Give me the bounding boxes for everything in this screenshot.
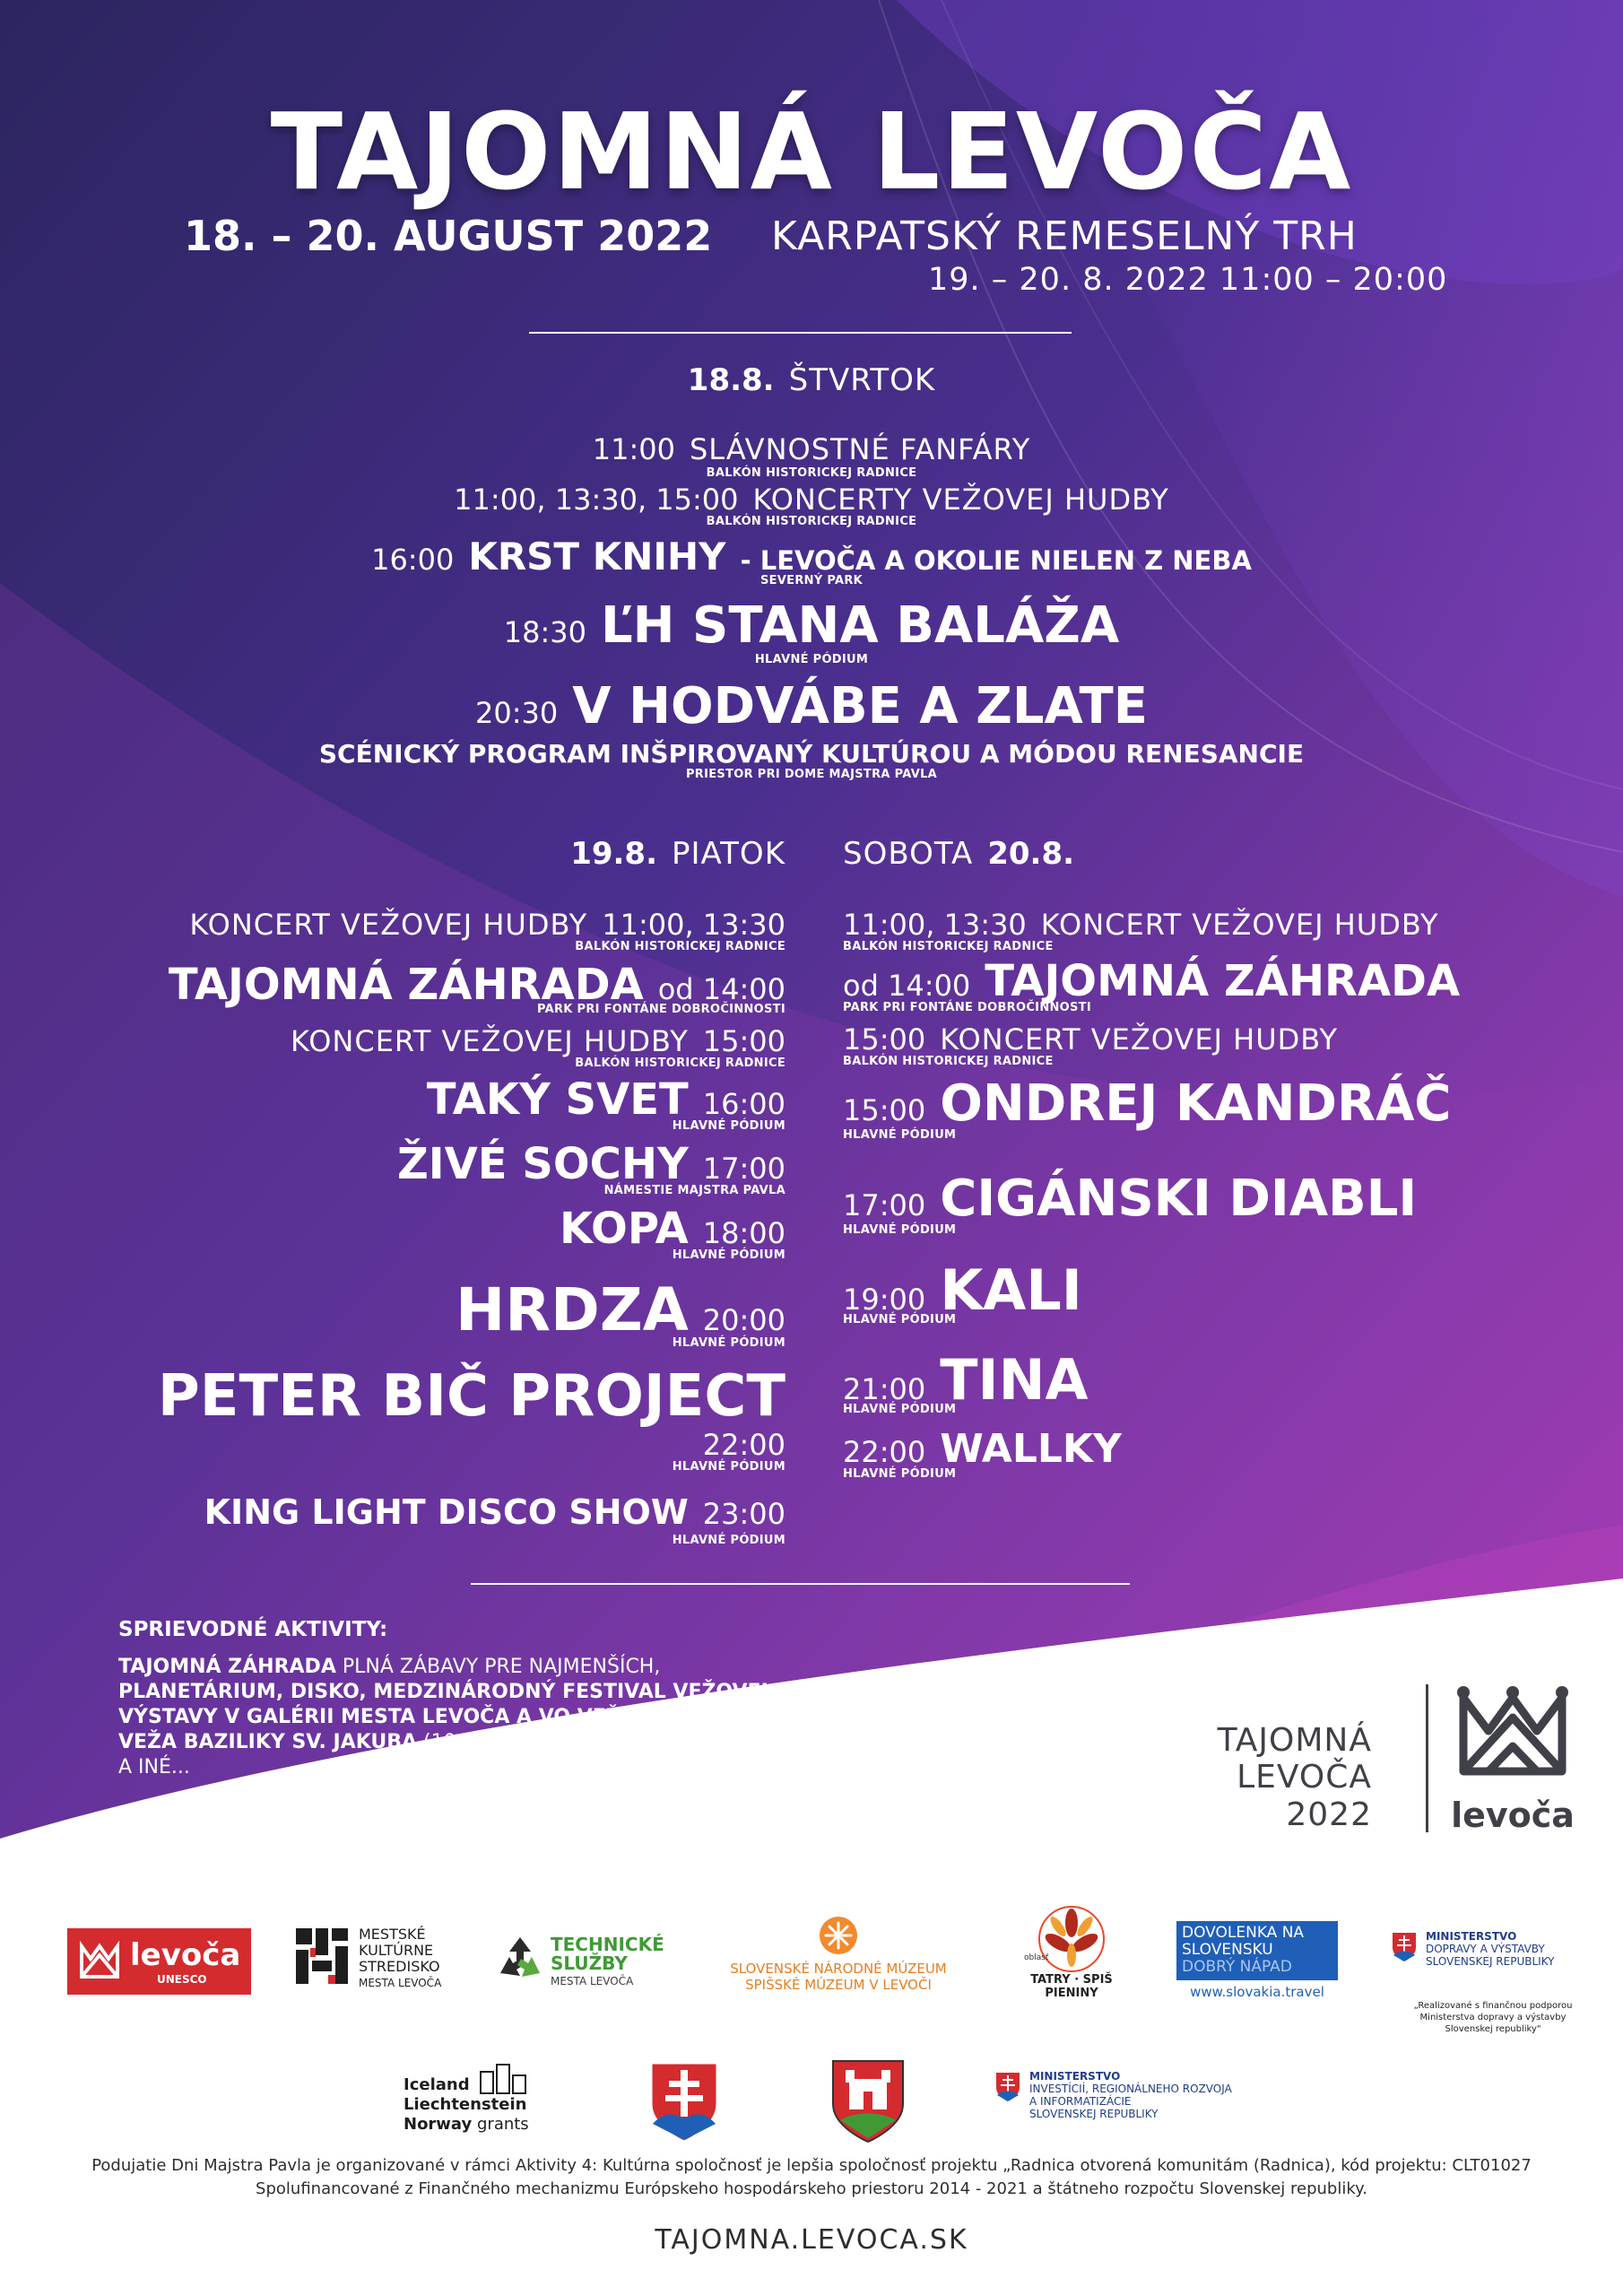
- market-dates: 19. – 20. 8. 2022 11:00 – 20:00: [928, 262, 1448, 298]
- event-name: KONCERTY VEŽOVEJ HUDBY: [752, 483, 1169, 517]
- thursday-name: ŠTVRTOK: [788, 362, 936, 398]
- event-name: KONCERT VEŽOVEJ HUDBY: [1040, 908, 1439, 942]
- min-note-1: „Realizované s finančnou podporou: [1413, 2001, 1573, 2011]
- event-name: KONCERT VEŽOVEJ HUDBY: [940, 1022, 1339, 1057]
- event-time: 15:00: [843, 1022, 926, 1057]
- dov-line-1: DOVOLENKA NA: [1182, 1924, 1305, 1942]
- snm-logo: [713, 1916, 964, 1996]
- event-name: KALI: [940, 1257, 1082, 1323]
- ts-line-1: TECHNICKÉ: [551, 1934, 664, 1955]
- unesco-label: UNESCO: [157, 1973, 207, 1986]
- poster-title: TAJOMNÁ LEVOČA: [270, 90, 1353, 213]
- msk-line-3: STREDISKO: [359, 1958, 440, 1975]
- event-place: HLAVNÉ PÓDIUM: [843, 1313, 957, 1326]
- event-name: PETER BIČ PROJECT: [157, 1363, 785, 1430]
- event-place: BALKÓN HISTORICKEJ RADNICE: [706, 515, 917, 528]
- event-place: SEVERNÝ PARK: [759, 574, 864, 587]
- tatry-line-1: TATRY · SPIŠ: [1030, 1973, 1113, 1987]
- list-item: [0, 677, 1623, 735]
- event-place: HLAVNÉ PÓDIUM: [672, 1336, 785, 1350]
- event-time: od 14:00: [657, 972, 785, 1006]
- mir-line-2: INVESTÍCIÍ, REGIONÁLNEHO ROZVOJA: [1029, 2083, 1232, 2095]
- event-place: BALKÓN HISTORICKEJ RADNICE: [575, 940, 785, 953]
- event-time: 17:00: [843, 1188, 926, 1222]
- event-time: 11:00: [592, 432, 675, 466]
- event-time: 20:00: [702, 1303, 785, 1337]
- mir-line-1: MINISTERSTVO: [1029, 2070, 1121, 2083]
- list-item: [90, 1074, 785, 1125]
- event-suffix: - LEVOČA A OKOLIE NIELEN Z NEBA: [740, 545, 1252, 576]
- friday-heading: [90, 836, 785, 872]
- divider-top: [529, 332, 1072, 334]
- list-item: [843, 1170, 1560, 1228]
- event-time: 16:00: [702, 1087, 785, 1121]
- event-name: CIGÁNSKI DIABLI: [940, 1170, 1418, 1228]
- msk-mark-icon: [294, 1925, 350, 1987]
- tatry-spis-logo: [1022, 1905, 1121, 2013]
- ts-line-2: SLUŽBY: [551, 1952, 628, 1974]
- crown-icon: [76, 1939, 123, 1984]
- extras-line-5: A INÉ...: [118, 1756, 190, 1779]
- snm-line-1: SLOVENSKÉ NÁRODNÉ MÚZEUM: [730, 1961, 947, 1977]
- levoca-word: levoča: [130, 1937, 241, 1973]
- event-place: HLAVNÉ PÓDIUM: [672, 1119, 785, 1133]
- eea-mark-icon: [477, 2059, 531, 2095]
- event-place: BALKÓN HISTORICKEJ RADNICE: [706, 466, 917, 480]
- event-time: 18:30: [503, 615, 586, 649]
- eea-line-1: Iceland: [404, 2075, 470, 2094]
- divider-bottom: [471, 1583, 1130, 1585]
- msk-line-2: KULTÚRNE: [359, 1942, 434, 1959]
- event-time: 11:00, 13:30: [843, 908, 1027, 942]
- extras-line-2: PLANETÁRIUM, DISKO, MEDZINÁRODNÝ FESTIVAL VEŽOVEJ HUDBY,: [118, 1681, 857, 1703]
- eea-line-3-rest: grants: [472, 2115, 529, 2134]
- list-item: [843, 956, 1560, 1006]
- eea-grants-logo: [404, 2059, 547, 2136]
- event-place: BALKÓN HISTORICKEJ RADNICE: [843, 1055, 1054, 1068]
- tatry-line-2: PIENINY: [1045, 1987, 1098, 2000]
- list-item: [90, 1275, 785, 1344]
- list-item: [843, 1426, 1560, 1472]
- list-item: [90, 1024, 785, 1058]
- event-place: BALKÓN HISTORICKEJ RADNICE: [575, 1057, 785, 1070]
- event-place: HLAVNÉ PÓDIUM: [843, 1128, 957, 1142]
- event-time: 18:00: [702, 1216, 785, 1250]
- event-time: 21:00: [843, 1372, 926, 1406]
- event-place: BALKÓN HISTORICKEJ RADNICE: [843, 940, 1054, 953]
- event-name: KING LIGHT DISCO SHOW: [204, 1492, 689, 1532]
- extras-line-4-bold: VEŽA BAZILIKY SV. JAKUBA: [118, 1731, 418, 1753]
- event-time: 15:00: [843, 1093, 926, 1127]
- list-item: [0, 596, 1623, 655]
- festival-dates: 18. – 20. AUGUST 2022: [184, 212, 713, 260]
- event-time: 15:00: [702, 1024, 785, 1058]
- min-line-2: DOPRAVY A VÝSTAVBY: [1426, 1943, 1545, 1955]
- list-item: [843, 1074, 1560, 1133]
- event-name: KRST KNIHY: [468, 535, 726, 578]
- slovakia-travel-url: www.slovakia.travel: [1190, 1984, 1324, 2000]
- min-note-2: Ministerstva dopravy a výstavby: [1419, 2013, 1567, 2022]
- min-note-3: Slovenskej republiky": [1445, 2024, 1541, 2034]
- list-item: [0, 535, 1623, 578]
- min-line-3: SLOVENSKEJ REPUBLIKY: [1426, 1955, 1555, 1968]
- extras-line-1: [118, 1656, 660, 1678]
- list-item: [843, 908, 1560, 942]
- brand-text: [1202, 1722, 1372, 1833]
- event-name: TAJOMNÁ ZÁHRADA: [985, 956, 1461, 1006]
- brand-divider: [1426, 1684, 1428, 1832]
- levoca-city-emblem-icon: [829, 2057, 907, 2145]
- slovakia-travel-box: [1176, 1921, 1338, 1980]
- mir-line-4: SLOVENSKEJ REPUBLIKY: [1029, 2108, 1159, 2120]
- list-item: [0, 432, 1623, 466]
- tatry-okolie: oblasť: [1024, 1953, 1049, 1962]
- event-name: TAJOMNÁ ZÁHRADA: [168, 960, 644, 1010]
- extras-line-1-bold: TAJOMNÁ ZÁHRADA: [118, 1656, 336, 1678]
- event-place: HLAVNÉ PÓDIUM: [843, 1403, 957, 1416]
- eea-line-2: Liechtenstein: [404, 2095, 527, 2114]
- msk-line-1: MESTSKÉ: [359, 1926, 426, 1943]
- event-time: 19:00: [843, 1283, 926, 1317]
- event-time: 16:00: [371, 543, 455, 577]
- event-place: PRIESTOR PRI DOME MAJSTRA PAVLA: [685, 768, 938, 781]
- saturday-name: SOBOTA: [843, 836, 974, 872]
- brand-word: levoča: [1451, 1796, 1575, 1835]
- thursday-date: 18.8.: [687, 362, 775, 398]
- saturday-heading: [843, 836, 1560, 872]
- event-place: PARK PRI FONTÁNE DOBROČINNOSTI: [843, 1001, 1091, 1014]
- event-name: ĽH STANA BALÁŽA: [600, 596, 1120, 655]
- list-item: [90, 1139, 785, 1189]
- friday-name: PIATOK: [672, 836, 785, 872]
- event-name: SLÁVNOSTNÉ FANFÁRY: [689, 432, 1031, 466]
- brand-line-1: TAJOMNÁ: [1217, 1722, 1372, 1759]
- event-place: HLAVNÉ PÓDIUM: [672, 1248, 785, 1262]
- list-item: [90, 1492, 785, 1532]
- ministry-investment-logo: [994, 2070, 1254, 2142]
- saturday-date: 20.8.: [987, 836, 1075, 872]
- event-subtitle: SCÉNICKÝ PROGRAM INŠPIROVANÝ KULTÚROU A MÓDOU RENESANCIE: [318, 739, 1305, 769]
- msk-logo: [294, 1925, 456, 1996]
- eea-line-3-bold: Norway: [404, 2115, 473, 2134]
- thursday-heading: [0, 362, 1623, 398]
- snm-line-2: SPIŠSKÉ MÚZEUM V LEVOČI: [745, 1977, 932, 1993]
- slovakia-travel-logo: [1176, 1921, 1338, 2002]
- event-time: 20:30: [475, 696, 559, 730]
- event-name: ŽIVÉ SOCHY: [396, 1139, 689, 1189]
- list-item: [0, 483, 1623, 517]
- event-place: HLAVNÉ PÓDIUM: [843, 1223, 957, 1237]
- sk-state-emblem-icon: [647, 2059, 721, 2145]
- footer-line-2: Spolufinancované z Finančného mechanizmu Európskeho hospodárskeho priestoru 2014 - 2021 a štátneho rozpočtu Slovenskej republiky.: [256, 2179, 1367, 2198]
- website-link[interactable]: TAJOMNA.LEVOCA.SK: [655, 2224, 968, 2256]
- extras-title: SPRIEVODNÉ AKTIVITY:: [118, 1618, 388, 1641]
- event-name: WALLKY: [940, 1426, 1122, 1472]
- flower-icon: [1031, 1905, 1112, 1973]
- market-title: KARPATSKÝ REMESELNÝ TRH: [771, 213, 1358, 259]
- ministry-transport-logo: [1390, 1930, 1596, 2047]
- event-name: HRDZA: [456, 1275, 689, 1344]
- event-place: PARK PRI FONTÁNE DOBROČINNOSTI: [537, 1003, 785, 1016]
- list-item: [90, 1204, 785, 1254]
- sk-coat-of-arms-icon: [994, 2070, 1022, 2104]
- event-time: 17:00: [702, 1152, 785, 1186]
- event-place: HLAVNÉ PÓDIUM: [843, 1467, 957, 1481]
- event-time: 23:00: [702, 1497, 785, 1531]
- event-name: TAKÝ SVET: [426, 1074, 689, 1125]
- crown-icon: [1445, 1682, 1580, 1794]
- event-time: 11:00, 13:30, 15:00: [454, 483, 739, 517]
- recycle-icon: [495, 1934, 545, 1984]
- extras-line-1-rest: PLNÁ ZÁBAVY PRE NAJMENŠÍCH,: [335, 1656, 661, 1678]
- extras-line-4: [118, 1731, 572, 1753]
- event-place: NÁMESTIE MAJSTRA PAVLA: [603, 1184, 785, 1197]
- min-line-1: MINISTERSTVO: [1426, 1930, 1517, 1943]
- list-item: [843, 1022, 1560, 1057]
- event-place: HLAVNÉ PÓDIUM: [672, 1534, 785, 1547]
- levoca-unesco-logo: [67, 1928, 251, 1995]
- mir-line-3: A INFORMATIZÁCIE: [1029, 2095, 1132, 2108]
- technicke-sluzby-logo: [495, 1934, 674, 1987]
- friday-date: 19.8.: [570, 836, 658, 872]
- event-place: HLAVNÉ PÓDIUM: [754, 653, 869, 666]
- dov-line-3: DOBRÝ NÁPAD: [1182, 1958, 1292, 1976]
- ts-line-3: MESTA LEVOČA: [551, 1975, 634, 1987]
- snm-star-icon: [819, 1916, 858, 1955]
- list-item: [90, 908, 785, 942]
- brand-line-2: LEVOČA: [1237, 1759, 1372, 1796]
- event-place: HLAVNÉ PÓDIUM: [672, 1460, 785, 1474]
- event-name: KONCERT VEŽOVEJ HUDBY: [189, 908, 588, 942]
- event-name: KOPA: [560, 1204, 689, 1254]
- footer-line-1: Podujatie Dni Majstra Pavla je organizované v rámci Aktivity 4: Kultúrna spoločnosť je lepšia spoločnosť projektu „Radnica otvorená komunitám (Radnica), kód projektu: CLT01027: [91, 2156, 1532, 2175]
- event-time: 22:00: [702, 1428, 785, 1462]
- event-name: V HODVÁBE A ZLATE: [572, 677, 1148, 735]
- extras-line-3: VÝSTAVY V GALÉRII MESTA LEVOČA A VO VEŽI BAZILIKY,: [118, 1706, 741, 1728]
- sk-coat-of-arms-icon: [1390, 1930, 1419, 1964]
- event-time: od 14:00: [843, 969, 971, 1003]
- brand-line-3: 2022: [1286, 1796, 1372, 1833]
- event-name: KONCERT VEŽOVEJ HUDBY: [290, 1024, 689, 1058]
- extras-line-4-rest: (10:00 - 21:00): [417, 1731, 572, 1753]
- dov-line-2: SLOVENSKU: [1182, 1941, 1273, 1959]
- msk-line-4: MESTA LEVOČA: [359, 1977, 442, 1989]
- event-time: 11:00, 13:30: [602, 908, 785, 942]
- event-time: 22:00: [843, 1435, 926, 1469]
- event-name: ONDREJ KANDRÁČ: [940, 1074, 1452, 1133]
- event-name: TINA: [940, 1347, 1089, 1413]
